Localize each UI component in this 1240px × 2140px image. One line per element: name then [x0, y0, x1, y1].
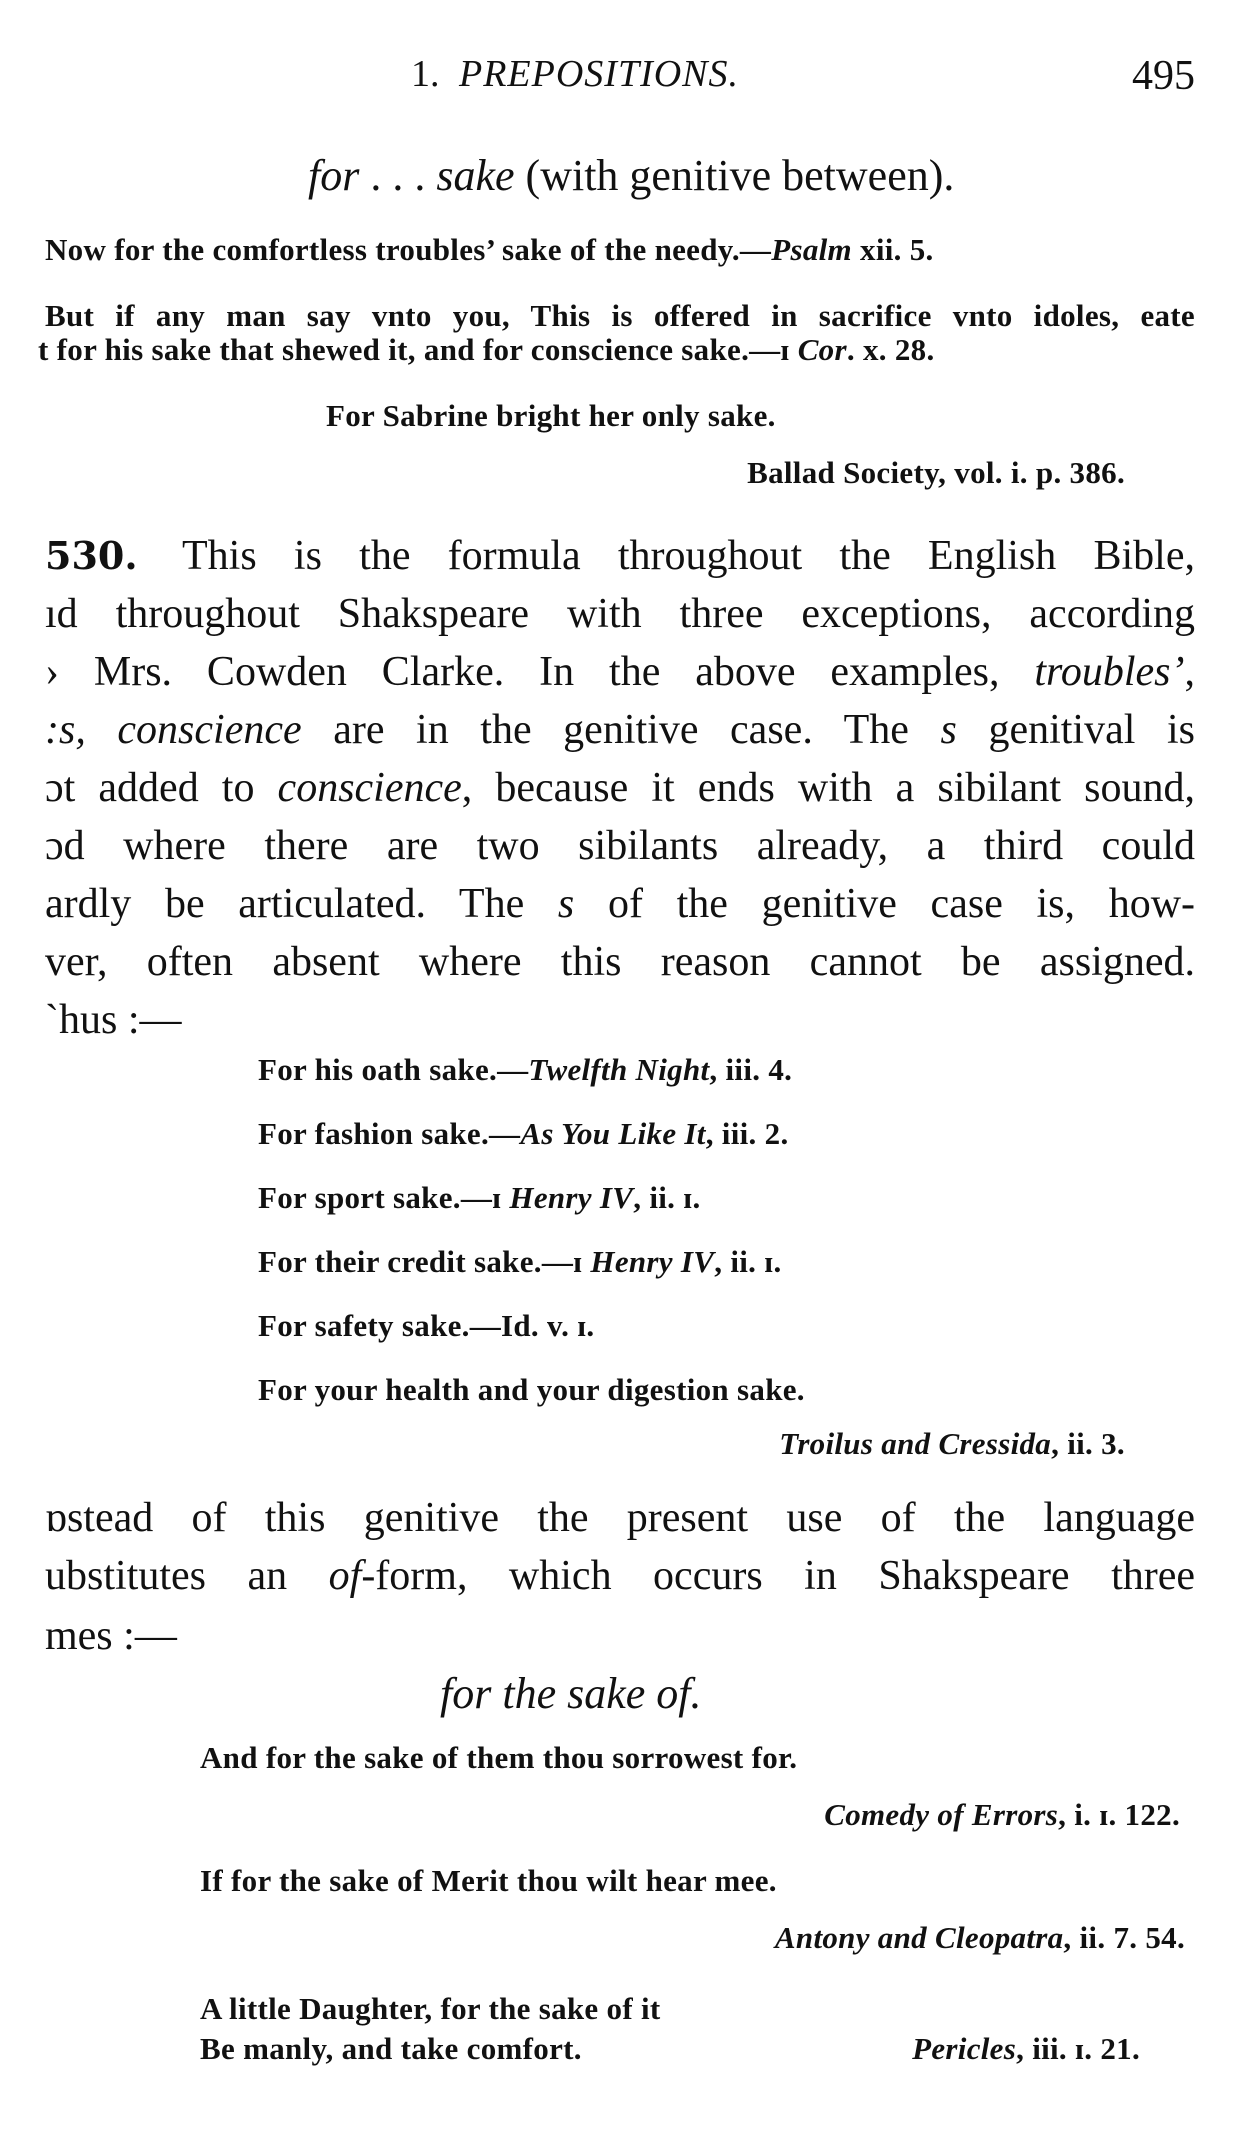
section-title: PREPOSITIONS. [459, 53, 740, 95]
example-text: Now for the comfortless troubles’ sake of the needy.— [45, 232, 772, 267]
page-number: 495 [1132, 53, 1195, 99]
quote-henry-iv-1 [258, 1180, 701, 1216]
para-text: are in the genitive case. The [333, 707, 909, 753]
para530-line-3: › Mrs. Cowden Clarke. In the above examples, troubles’, [45, 649, 1195, 695]
quote-source: Antony and Cleopatra [774, 1920, 1064, 1955]
quote-twelfth-night [258, 1052, 792, 1088]
quote-digestion: For your health and your digestion sake. [258, 1372, 805, 1407]
example-source: Cor [797, 332, 847, 367]
para-text: , because it ends with a sibilant sound, [461, 765, 1195, 811]
para-text: ubstitutes an [45, 1553, 329, 1599]
quote-source: Comedy of Errors [824, 1797, 1059, 1832]
quote-as-you-like-it [258, 1116, 789, 1152]
quote-safety: For safety sake.—Id. v. ɪ. [258, 1308, 595, 1343]
quote-text: For sport sake.—ɪ [258, 1180, 510, 1215]
para-text: › Mrs. Cowden Clarke. In the above examples, [45, 649, 1000, 695]
quote-ref: , ii. 3. [1051, 1426, 1125, 1461]
quote-source: Twelfth Night [528, 1052, 710, 1087]
para-italic-s: s [557, 881, 575, 927]
subheading-for-the-sake-of: for the sake of. [440, 1669, 702, 1718]
para530-line-6: ɔd where there are two sibilants already, a third could [45, 823, 1195, 869]
quote-source: Henry IV [509, 1180, 634, 1215]
quote-source: Henry IV [590, 1244, 715, 1279]
para530-line-8: ver, often absent where this reason cannot be assigned. [45, 939, 1195, 985]
para-text: of the genitive case is, how- [574, 881, 1196, 927]
quote-henry-iv-2 [258, 1244, 782, 1280]
para-text: ɔt added to [45, 765, 255, 811]
para-italic-conscience: conscience [277, 765, 462, 811]
quote-daughter-line1: A little Daughter, for the sake of it [200, 1991, 661, 2026]
quote-ref: , ii. ɪ. [714, 1244, 782, 1279]
heading-sake: sake [436, 151, 515, 200]
quote-pericles-ref [912, 2031, 1140, 2067]
para-text: This is the formula throughout the English Bible, [182, 533, 1195, 579]
example-cor-line1: But if any man say vnto you, This is offered in sacrifice vnto idoles, eate [45, 298, 1195, 333]
para2-line-1: ɒstead of this genitive the present use of the language [45, 1495, 1195, 1541]
quote-troilus-ref [779, 1426, 1125, 1462]
heading-for: for [308, 151, 360, 200]
para-italic-troubles: troubles’ [1034, 649, 1185, 695]
quote-source: Pericles [912, 2031, 1017, 2066]
example-psalm [45, 232, 934, 268]
para530-line-9: `hus :— [45, 997, 182, 1043]
para2-line-2 [45, 1552, 1195, 1600]
heading-dots: . . . [359, 151, 437, 200]
example-ballad-ref: Ballad Society, vol. i. p. 386. [747, 455, 1125, 490]
quote-text: For fashion sake.— [258, 1116, 521, 1151]
heading-rest: (with genitive between). [514, 151, 955, 200]
quote-text: For their credit sake.—ɪ [258, 1244, 591, 1279]
example-ref: . x. 28. [846, 332, 935, 367]
quote-ref: , iii. 4. [709, 1052, 793, 1087]
quote-ref: , i. ɪ. 122. [1058, 1797, 1180, 1832]
para-text: -form, which occurs in Shakspeare three [361, 1553, 1196, 1599]
para-number: 530. [45, 533, 138, 578]
example-cor-line2 [38, 332, 935, 368]
subheading-for-sake [308, 150, 954, 201]
quote-comedy-ref [824, 1797, 1180, 1833]
quote-ref: , ii. ɪ. [633, 1180, 701, 1215]
para530-line-5 [45, 764, 1195, 812]
quote-source: As You Like It [520, 1116, 706, 1151]
quote-merit: If for the sake of Merit thou wilt hear mee. [200, 1863, 777, 1898]
para530-line-7 [45, 880, 1195, 928]
para-italic-of: of [328, 1553, 362, 1599]
quote-antony-ref [775, 1920, 1185, 1956]
example-text: t for his sake that shewed it, and for conscience sake.—ɪ [38, 332, 798, 367]
para530-line-2: ıd throughout Shakspeare with three exceptions, according [45, 591, 1195, 637]
quote-text: For his oath sake.— [258, 1052, 529, 1087]
quote-daughter-line2: Be manly, and take comfort. [200, 2031, 582, 2066]
para-italic-conscience: conscience [117, 707, 302, 753]
quote-ref: , iii. 2. [705, 1116, 789, 1151]
example-source: Psalm [771, 232, 852, 267]
quote-ref: , ii. 7. 54. [1063, 1920, 1185, 1955]
para-text: ardly be articulated. The [45, 881, 525, 927]
para2-line-3: mes :— [45, 1613, 177, 1659]
para530-line-1 [45, 532, 1195, 580]
para530-line-4 [45, 706, 1195, 754]
example-ref: xii. 5. [851, 232, 934, 267]
quote-source: Troilus and Cressida [779, 1426, 1052, 1461]
para-italic-s: s [940, 707, 957, 753]
running-header [411, 52, 739, 96]
section-number: 1. [411, 53, 440, 95]
example-sabrine: For Sabrine bright her only sake. [326, 398, 776, 433]
para-italic-prefix: :s, [45, 707, 118, 753]
quote-sorrowest: And for the sake of them thou sorrowest for. [200, 1740, 798, 1775]
para-text: genitival is [956, 707, 1195, 753]
quote-ref: , iii. ɪ. 21. [1016, 2031, 1140, 2066]
